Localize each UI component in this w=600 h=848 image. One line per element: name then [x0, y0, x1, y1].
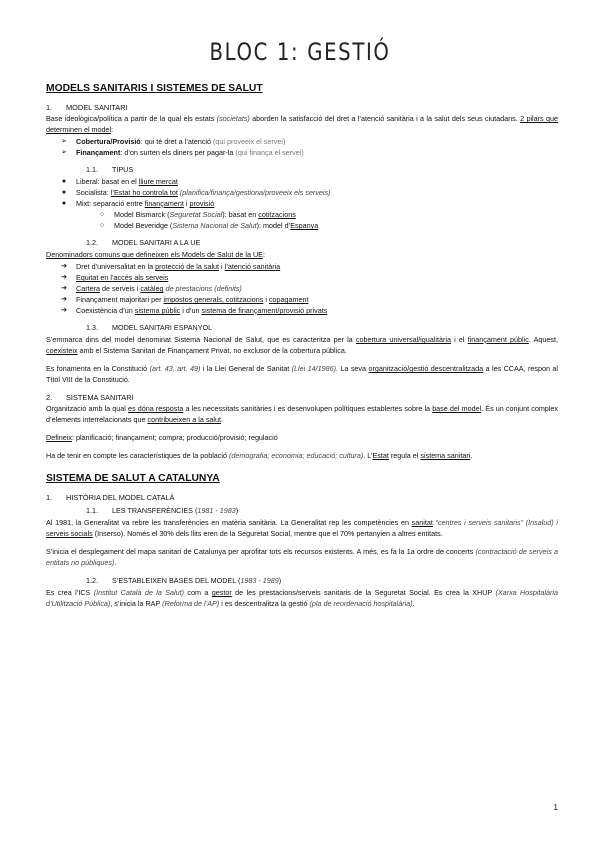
heading-number: 1.: [46, 103, 53, 112]
paragraph-defineix: [46, 432, 558, 443]
text-underlined: l’Estat ho controla tot: [110, 188, 178, 197]
heading-model-espanyol: [86, 322, 558, 333]
heading-number: 2.: [46, 393, 53, 402]
heading-bases-model: [86, 575, 558, 586]
text-italic: (art. 43, art. 49): [149, 364, 201, 373]
paragraph-model: [46, 113, 558, 135]
text: .: [470, 451, 473, 460]
bloc-title: BLOC 1: GESTIÓ: [209, 38, 391, 66]
paragraph-espanyol-1: [46, 334, 558, 356]
heading-number: 1.1.: [86, 165, 98, 174]
text-underlined: l’atenció sanitària: [224, 262, 281, 271]
text-underlined: cobertura universal/igualitària: [355, 335, 451, 344]
dot-bullet-icon: ●: [61, 189, 67, 196]
text: . L’: [363, 451, 373, 460]
text: S’inicia el desplegament del mapa sanitari de Catalunya per aprofitar tots els recursos existents. A més, es fa la 1a ordre de concerts: [46, 547, 476, 556]
text-underlined: contribueixen a la salut: [147, 415, 222, 424]
text: :: [262, 250, 265, 259]
text: Ha de tenir en compte les característiques de la població: [46, 451, 229, 460]
paragraph-ue-intro: [46, 249, 558, 260]
heading-model-sanitari: [46, 102, 558, 113]
text-underlined: sistema sanitari: [420, 451, 471, 460]
paragraph-transferencies-1: [46, 517, 558, 539]
text: Liberal: basat en el: [76, 177, 139, 186]
heading-historia: [46, 492, 558, 503]
heading-label: MODEL SANITARI: [66, 103, 128, 112]
text-underlined: base del model: [432, 404, 482, 413]
text: Organització amb la qual: [46, 404, 128, 413]
heading-label: LES TRANSFERÈNCIES (: [112, 506, 198, 515]
heading-number: 1.2.: [86, 576, 98, 585]
circle-bullet-icon: ○: [99, 211, 105, 218]
text-underlined: Estat: [372, 451, 389, 460]
text: ): model d’: [256, 221, 291, 230]
text: : planificació; finançament; compra; producció/provisió; regulació: [71, 433, 278, 442]
paragraph-sistema-3: [46, 450, 558, 461]
heading-label: MODEL SANITARI ESPANYOL: [112, 323, 213, 332]
heading-end: ): [278, 576, 282, 585]
list-item: [46, 220, 558, 231]
arrow-right-icon: ➔: [61, 285, 67, 292]
text: S’emmarca dins del model denominat Sistema Nacional de Salut, que es caracteritza per la: [46, 335, 356, 344]
heading-tipus: [86, 164, 558, 175]
circle-bullet-icon: ○: [99, 222, 105, 229]
text-underlined: 2 pilars que determinen el model: [46, 114, 558, 134]
text: aborden la satisfacció del dret a l’atenció sanitària i a la salut dels seus ciutadans.: [249, 114, 521, 123]
text-italic: (Reforma de l’AP): [162, 599, 220, 608]
heading-label: TIPUS: [112, 165, 134, 174]
arrow-right-icon: ➔: [61, 307, 67, 314]
page-number: 1: [553, 803, 558, 812]
text-underlined: gestor: [211, 588, 232, 597]
text-bold: Finançament: [76, 148, 121, 157]
heading-number: 1.2.: [86, 238, 98, 247]
text: a les necessitats sanitàries i es desenvolupen polítiques establertes sobre la: [183, 404, 433, 413]
pillars-list: [46, 136, 558, 158]
text: amb el Sistema Sanitari de Finançament Privat, no exclusor de la cobertura pública.: [77, 346, 347, 355]
heading-years: 1981 - 1983: [197, 506, 236, 515]
text-underlined: sanitat: [411, 518, 433, 527]
text-italic: (Llei 14/1986): [291, 364, 337, 373]
list-item: [46, 209, 558, 220]
list-item: [46, 187, 558, 198]
text-underlined: sistema de finançament/provisió privats: [201, 306, 328, 315]
arrow-right-icon: ➔: [61, 274, 67, 281]
text: Model Bismarck (: [114, 210, 170, 219]
paragraph-sistema-1: [46, 403, 558, 425]
list-item: [46, 198, 558, 209]
arrow-right-icon: ➔: [61, 296, 67, 303]
text: regula el: [388, 451, 421, 460]
text-italic: Sistema Nacional de Salut: [172, 221, 257, 230]
text-gray: (qui proveeix el servei): [213, 137, 286, 146]
text-italic: (pla de reordenació hospitalària): [309, 599, 413, 608]
text: Mixt: separació entre: [76, 199, 145, 208]
text: de serveis i: [99, 284, 141, 293]
text-underlined: provisió: [189, 199, 215, 208]
document-content: [46, 82, 558, 616]
heading-transferencies: [86, 505, 558, 516]
section-title-catalunya: SISTEMA DE SALUT A CATALUNYA: [46, 473, 220, 484]
heading-sistema-sanitari: [46, 392, 558, 403]
paragraph-transferencies-2: [46, 546, 558, 568]
text: i d’un: [180, 306, 202, 315]
text: i: [183, 199, 190, 208]
text-italic: (Xarxa Hospitalària d’Utilització Pública): [46, 588, 558, 608]
text-italic: “centres i serveis sanitaris”: [432, 518, 524, 527]
text-italic: (Institut Català de la Salut): [93, 588, 185, 597]
text-underlined: sistema públic: [134, 306, 181, 315]
paragraph-bases-1: [46, 587, 558, 609]
text: Es crea l’ICS: [46, 588, 94, 597]
text: : qui té dret a l’atenció: [140, 137, 214, 146]
list-item: [46, 294, 558, 305]
list-item: [46, 136, 558, 147]
text: i es descentralitza la gestió: [219, 599, 310, 608]
text-underlined: impostos generals, cotitzacions: [163, 295, 264, 304]
text-underlined: serveis socials: [46, 529, 93, 538]
paragraph-espanyol-2: [46, 363, 558, 385]
text-italic: (contractació de serveis a entitats no públiques): [46, 547, 558, 567]
text-italic: (Insalud) i: [523, 518, 558, 527]
text-underlined: coexisteix: [46, 346, 78, 355]
text: : d’on surten els diners per pagar-la: [120, 148, 236, 157]
text: .: [412, 599, 415, 608]
text-italic: (planifica/finança/gestiona/proveeix els serveis): [179, 188, 331, 197]
text: (Inserso). Només el 30% dels llits eren de la Seguretat Social, mentre que el 70% pertanyien a altres entitats.: [92, 529, 443, 538]
text: Es fonamenta en la Constitució: [46, 364, 150, 373]
arrow-bullet-icon: ➢: [61, 149, 67, 156]
heading-label: S’ESTABLEIXEN BASES DEL MODEL (: [112, 576, 241, 585]
text-underlined: finançament públic: [467, 335, 529, 344]
heading-number: 1.3.: [86, 323, 98, 332]
text: . És un conjunt complex d’elements interrelacionats que: [46, 404, 558, 424]
text: a les CCAA, respon al Títol VIII de la Constitució.: [46, 364, 558, 384]
text-underlined: lliure mercat: [138, 177, 178, 186]
text: i: [263, 295, 269, 304]
text-underlined: cotitzacions: [258, 210, 296, 219]
heading-model-ue: [86, 237, 558, 248]
arrow-right-icon: ➔: [61, 263, 67, 270]
list-item: [46, 261, 558, 272]
text: Socialista:: [76, 188, 111, 197]
section-title-models: MODELS SANITARIS I SISTEMES DE SALUT: [46, 83, 263, 94]
tipus-list: [46, 176, 558, 231]
text: . La seva: [336, 364, 369, 373]
text: i la Llei General de Sanitat: [200, 364, 292, 373]
text-bold: Cobertura/Provisió: [76, 137, 141, 146]
text-gray: (qui finança el servei): [235, 148, 304, 157]
text: :: [111, 125, 114, 134]
list-item: [46, 147, 558, 158]
text-italic: de prestacions (definits): [163, 284, 242, 293]
heading-label: SISTEMA SANITARI: [66, 393, 134, 402]
dot-bullet-icon: ●: [61, 200, 67, 207]
text: Dret d’universalitat en la: [76, 262, 156, 271]
list-item: [46, 283, 558, 294]
text-italic: (demografia; economia; educació; cultura): [228, 451, 364, 460]
text-underlined: catàleg: [140, 284, 164, 293]
arrow-bullet-icon: ➢: [61, 138, 67, 145]
text: i el: [450, 335, 468, 344]
text-underlined: copagament: [268, 295, 309, 304]
text: Al 1981, la Generalitat va rebre les transferències en matèria sanitària. La Generalitat rep les competències en: [46, 518, 412, 527]
heading-years: 1983 - 1989: [240, 576, 279, 585]
list-item: [46, 305, 558, 316]
text-underlined: finançament: [144, 199, 184, 208]
text-underlined: organització/gestió descentralitzada: [368, 364, 484, 373]
ue-list: [46, 261, 558, 316]
text-underlined: Equitat en l’accés als serveis: [76, 273, 169, 282]
text: .: [114, 558, 117, 567]
text: com a: [184, 588, 212, 597]
heading-label: MODEL SANITARI A LA UE: [112, 238, 201, 247]
text-underlined: Denominadors comuns que defineixen els Models de Salut de la UE: [46, 250, 263, 259]
text-italic: (societats): [216, 114, 250, 123]
text-underlined: Espanya: [290, 221, 319, 230]
text: Finançament majoritari per: [76, 295, 164, 304]
text: Coexistència d’un: [76, 306, 135, 315]
heading-number: 1.1.: [86, 506, 98, 515]
text-underlined: Defineix: [46, 433, 72, 442]
dot-bullet-icon: ●: [61, 178, 67, 185]
text: , s’inicia la RAP: [110, 599, 163, 608]
heading-label: HISTÒRIA DEL MODEL CATALÀ: [66, 493, 175, 502]
text: . Aquest,: [528, 335, 558, 344]
text: Model Beveridge (: [114, 221, 173, 230]
text: .: [221, 415, 224, 424]
list-item: [46, 176, 558, 187]
heading-number: 1.: [46, 493, 53, 502]
text-underlined: protecció de la salut: [155, 262, 220, 271]
text: ): basat en: [222, 210, 259, 219]
list-item: [46, 272, 558, 283]
text: de les prestacions/serveis sanitaris de la Seguretat Social. Es crea la XHUP: [231, 588, 496, 597]
heading-end: ): [235, 506, 239, 515]
text-italic: Seguretat Social: [169, 210, 223, 219]
text: Base ideològica/política a partir de la qual els estats: [46, 114, 217, 123]
text: i: [219, 262, 225, 271]
text-underlined: Cartera: [76, 284, 100, 293]
text-underlined: es dóna resposta: [128, 404, 184, 413]
